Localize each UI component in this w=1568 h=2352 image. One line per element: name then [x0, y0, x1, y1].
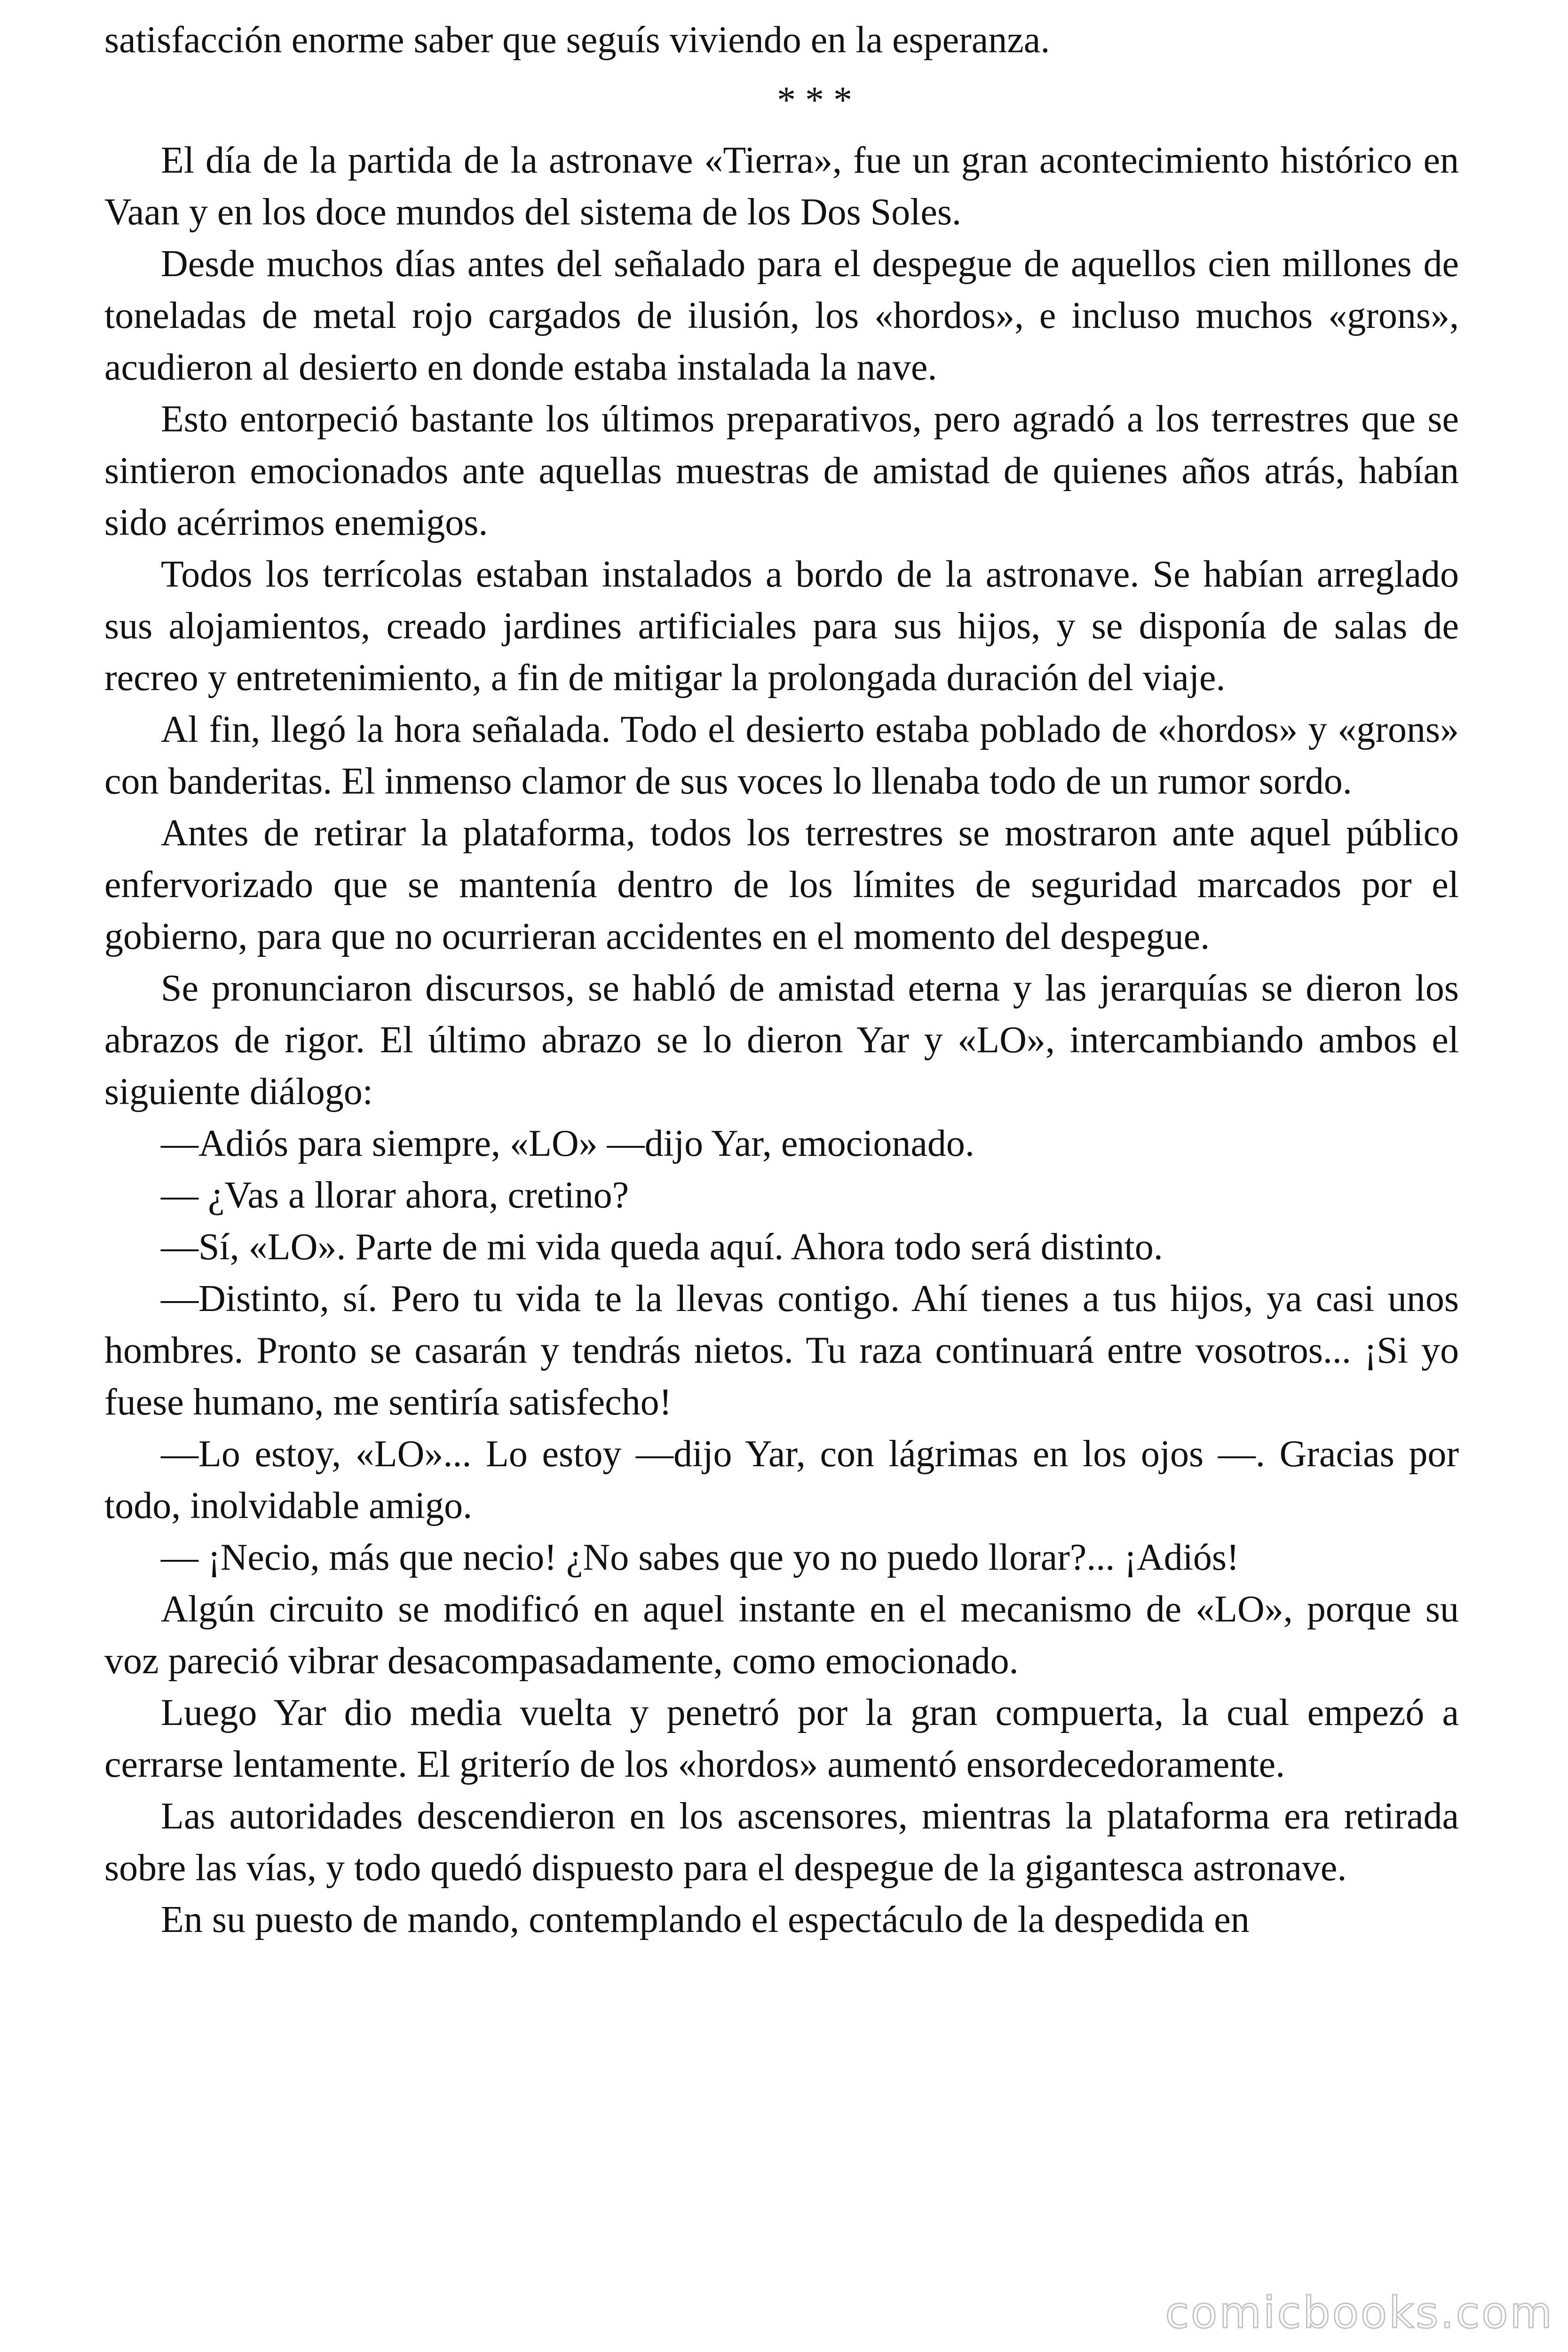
dialogue-line: —Distinto, sí. Pero tu vida te la llevas contigo. Ahí tienes a tus hijos, ya casi unos hombres. Pronto se casarán y tendrás nietos. Tu raza continuará entre vosotros... ¡Si yo fuese humano, me sentiría satisfecho! — [104, 1278, 1459, 1423]
paragraph: Algún circuito se modificó en aquel instante en el mecanismo de «LO», porque su voz pareció vibrar desacompasadamente, como emocionado. — [104, 1589, 1459, 1682]
paragraph-continued: En su puesto de mando, contemplando el espectáculo de la despedida en — [161, 1899, 1250, 1940]
paragraph: Las autoridades descendieron en los ascensores, mientras la plataforma era retirada sobre las vías, y todo quedó dispuesto para el despegue de la gigantesca astronave. — [104, 1796, 1459, 1889]
paragraph: Desde muchos días antes del señalado para el despegue de aquellos cien millones de toneladas de metal rojo cargados de ilusión, los «hordos», e incluso muchos «grons», acudieron al desierto en donde estaba instalada la nave. — [104, 243, 1459, 388]
paragraph: Esto entorpeció bastante los últimos preparativos, pero agradó a los terrestres que se sintieron emocionados ante aquellas muestras de amistad de quienes años atrás, habían sido acérrimos enemigos. — [104, 398, 1459, 543]
opening-line: satisfacción enorme saber que seguís viviendo en la esperanza. — [104, 19, 1050, 61]
paragraph: Todos los terrícolas estaban instalados a bordo de la astronave. Se habían arreglado sus alojamientos, creado jardines artificiales para sus hijos, y se disponía de salas de recreo y entretenimiento, a fin de mitigar la prolongada duración del viaje. — [104, 554, 1459, 699]
paragraph: Se pronunciaron discursos, se habló de amistad eterna y las jerarquías se dieron los abrazos de rigor. El último abrazo se lo dieron Yar y «LO», intercambiando ambos el siguiente diálogo: — [104, 968, 1459, 1112]
section-separator: * * * — [777, 79, 852, 121]
watermark-text: comicbooks.com — [1165, 2288, 1554, 2338]
paragraph: Al fin, llegó la hora señalada. Todo el desierto estaba poblado de «hordos» y «grons» con banderitas. El inmenso clamor de sus voces lo llenaba todo de un rumor sordo. — [104, 709, 1459, 802]
paragraph: Antes de retirar la plataforma, todos los terrestres se mostraron ante aquel público enfervorizado que se mantenía dentro de los límites de seguridad marcados por el gobierno, para que no ocurrieran accidentes en el momento del despegue. — [104, 812, 1459, 957]
dialogue-line: —Adiós para siempre, «LO» —dijo Yar, emocionado. — [161, 1123, 974, 1164]
document-page — [104, 14, 1459, 1946]
dialogue-line: — ¿Vas a llorar ahora, cretino? — [161, 1175, 629, 1216]
paragraph: El día de la partida de la astronave «Tierra», fue un gran acontecimiento histórico en Vaan y en los doce mundos del sistema de los Dos Soles. — [104, 140, 1459, 233]
dialogue-line: —Sí, «LO». Parte de mi vida queda aquí. Ahora todo será distinto. — [161, 1226, 1163, 1268]
dialogue-line: —Lo estoy, «LO»... Lo estoy —dijo Yar, con lágrimas en los ojos —. Gracias por todo, inolvidable amigo. — [104, 1433, 1459, 1526]
dialogue-line: — ¡Necio, más que necio! ¿No sabes que yo no puedo llorar?... ¡Adiós! — [161, 1537, 1239, 1578]
paragraph: Luego Yar dio media vuelta y penetró por la gran compuerta, la cual empezó a cerrarse lentamente. El griterío de los «hordos» aumentó ensordecedoramente. — [104, 1692, 1459, 1785]
